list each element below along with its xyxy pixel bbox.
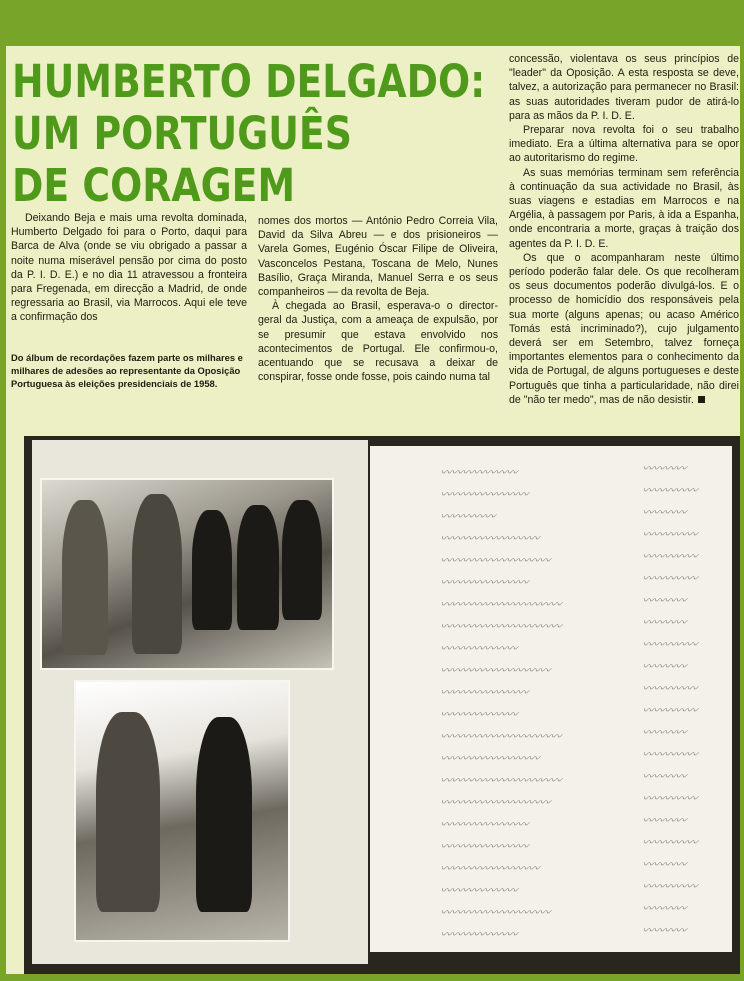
magazine-page xyxy=(6,46,740,974)
signature: 〰〰〰〰 xyxy=(640,770,688,783)
signature: 〰〰〰〰〰 xyxy=(640,836,699,849)
photo-delgado-saluting xyxy=(74,680,290,942)
paragraph: Preparar nova revolta foi o seu trabalho imediato. Era a última alternativa para se opor ao autoritarismo do regime. xyxy=(509,124,739,165)
paragraph xyxy=(509,251,739,407)
photo-caption: Do álbum de recordações fazem parte os milhares e milhares de adesões ao representante da Oposição Portuguesa às eleições presidenciais de 1958. xyxy=(11,352,243,389)
signature: 〰〰〰〰〰 xyxy=(640,572,699,585)
signature: 〰〰〰〰〰〰〰〰〰〰〰 xyxy=(438,774,563,787)
signature: 〰〰〰〰〰〰〰〰 xyxy=(438,840,530,853)
signature-list xyxy=(440,462,650,946)
signature: 〰〰〰〰 xyxy=(640,902,688,915)
paragraph: As suas memórias terminam sem referência à continuação da sua actividade no Brasil, às suas viagens e estadias em Marrocos e na Argélia, à passagem por Paris, à ida a Espanha, onde encontraria a morte, graças à traição dos agentes da P. I. D. E. xyxy=(509,166,739,250)
figure-crowd xyxy=(237,505,279,630)
signature-list-right xyxy=(642,458,732,942)
figure-companion xyxy=(196,717,252,912)
figure-delgado xyxy=(132,494,182,654)
signature: 〰〰〰〰〰〰〰 xyxy=(438,642,519,655)
signature: 〰〰〰〰〰 xyxy=(640,792,699,805)
signature: 〰〰〰〰〰〰〰〰〰 xyxy=(438,862,541,875)
signature: 〰〰〰〰〰〰〰〰〰〰 xyxy=(438,796,552,809)
top-border xyxy=(0,0,744,46)
signature: 〰〰〰〰〰〰〰 xyxy=(438,708,519,721)
signature: 〰〰〰〰〰 xyxy=(640,550,699,563)
article-title xyxy=(12,55,486,212)
signature: 〰〰〰〰〰〰〰〰〰〰〰 xyxy=(438,620,563,633)
signature: 〰〰〰〰 xyxy=(640,726,688,739)
signature: 〰〰〰〰〰〰〰〰 xyxy=(438,686,530,699)
paragraph-text: Os que o acompanharam neste último período poderão falar dele. Os que recolheram os seus documentos poderão divulgá-los. E o processo de homicídio dos responsáveis pela sua morte (alguns apenas; ou acaso Américo Tomás está incriminado?), cujo julgamento deverá ser em Setembro, talvez forneça importantes elementos para o conhecimento da vida de Portugal, de alguns portugueses e deste Português que tinha a particularidade, não direi de "não ter medo", mas de não desistir. xyxy=(509,251,739,406)
signature: 〰〰〰〰 xyxy=(640,924,688,937)
album-signatures-page xyxy=(370,446,732,952)
end-mark-icon xyxy=(698,396,705,403)
paragraph: concessão, violentava os seus princípios de "leader" da Oposição. A esta resposta se deve, talvez, a autorização para permanecer no Brasil: as suas autoridades tiveram pudor de atirá-lo para as mãos da P. I. D. E. xyxy=(509,53,739,122)
signature: 〰〰〰〰〰〰〰〰〰〰〰 xyxy=(438,730,563,743)
signature: 〰〰〰〰〰〰〰〰 xyxy=(438,576,530,589)
signature: 〰〰〰〰〰 xyxy=(640,638,699,651)
signature: 〰〰〰〰〰 xyxy=(640,528,699,541)
signature: 〰〰〰〰〰〰〰〰 xyxy=(438,818,530,831)
signature: 〰〰〰〰〰 xyxy=(640,682,699,695)
signature: 〰〰〰〰〰〰〰〰〰〰 xyxy=(438,554,552,567)
signature: 〰〰〰〰 xyxy=(640,660,688,673)
signature: 〰〰〰〰〰 xyxy=(640,484,699,497)
title-line-2: UM PORTUGUÊS xyxy=(12,107,352,160)
title-line-1: HUMBERTO DELGADO: xyxy=(12,55,486,108)
signature: 〰〰〰〰 xyxy=(640,858,688,871)
figure-officer xyxy=(62,500,108,655)
figure-crowd xyxy=(192,510,232,630)
signature: 〰〰〰〰〰〰〰〰〰 xyxy=(438,752,541,765)
signature: 〰〰〰〰 xyxy=(640,506,688,519)
signature: 〰〰〰〰〰〰〰 xyxy=(438,884,519,897)
signature: 〰〰〰〰〰〰〰 xyxy=(438,466,519,479)
paragraph: Deixando Beja e mais uma revolta dominada, Humberto Delgado foi para o Porto, daqui para Barca de Alva (onde se viu obrigado a passar a noite numa miserável pensão por cima do posto da P. I. D. E.) e no dia 11 atravessou a fronteira para Fregenada, em direcção a Madrid, de onde regressaria ao Brasil, via Marrocos. Aqui ele teve a confirmação dos xyxy=(11,212,247,324)
signature: 〰〰〰〰〰 xyxy=(640,748,699,761)
signature: 〰〰〰〰〰 xyxy=(640,704,699,717)
title-line-3: DE CORAGEM xyxy=(12,159,296,212)
signature: 〰〰〰〰〰〰〰〰〰〰 xyxy=(438,664,552,677)
text-column-3 xyxy=(509,52,739,407)
text-column-2 xyxy=(258,214,498,384)
signature: 〰〰〰〰〰〰〰〰〰〰〰 xyxy=(438,598,563,611)
album-left-page xyxy=(32,440,368,964)
album-photograph xyxy=(24,436,740,974)
paragraph: nomes dos mortos — António Pedro Correia Vila, David da Silva Abreu — e dos prisioneiros — Varela Gomes, Eugénio Óscar Filipe de Oliveira, Vasconcelos Pestana, Toscana de Melo, Nunes Basílio, Graça Miranda, Manuel Serra e os seus companheiros — da revolta de Beja. xyxy=(258,215,498,299)
signature: 〰〰〰〰 xyxy=(640,616,688,629)
signature: 〰〰〰〰 xyxy=(640,814,688,827)
signature: 〰〰〰〰〰 xyxy=(640,880,699,893)
paragraph: À chegada ao Brasil, esperava-o o director-geral da Justiça, com a ameaça de expulsão, por se presumir que estava envolvido nos acontecimentos de Portugal. Ele confirmou-o, acentuando que se recusava a deixar de conspirar, fosse onde fosse, pois caindo numa tal xyxy=(258,300,498,384)
photo-delgado-walking xyxy=(40,478,334,670)
signature: 〰〰〰〰〰〰〰〰〰〰 xyxy=(438,906,552,919)
text-column-1 xyxy=(11,211,247,325)
figure-delgado xyxy=(96,712,160,912)
signature: 〰〰〰〰〰〰〰 xyxy=(438,928,519,941)
signature: 〰〰〰〰〰 xyxy=(438,510,497,523)
signature: 〰〰〰〰〰〰〰〰〰 xyxy=(438,532,541,545)
signature: 〰〰〰〰〰〰〰〰 xyxy=(438,488,530,501)
signature: 〰〰〰〰 xyxy=(640,594,688,607)
figure-crowd xyxy=(282,500,322,620)
signature: 〰〰〰〰 xyxy=(640,462,688,475)
